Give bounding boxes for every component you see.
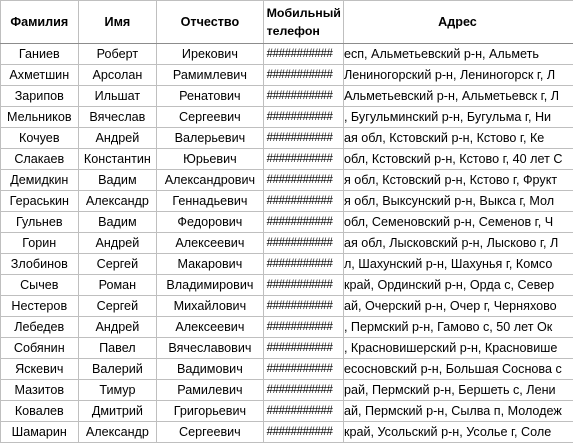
cell-surname[interactable]: Ахметшин bbox=[1, 65, 79, 86]
cell-phone[interactable]: ########### bbox=[263, 296, 343, 317]
cell-name[interactable]: Вадим bbox=[78, 170, 157, 191]
cell-patronymic[interactable]: Григорьевич bbox=[157, 401, 263, 422]
cell-address[interactable] bbox=[343, 212, 573, 233]
cell-address[interactable] bbox=[343, 275, 573, 296]
table-row bbox=[1, 275, 573, 296]
table-row bbox=[1, 65, 573, 86]
cell-address[interactable] bbox=[343, 296, 573, 317]
cell-surname[interactable]: Гульнев bbox=[1, 212, 79, 233]
address-text: ай, Очерский р-н, Очер г, Черняхово bbox=[344, 299, 557, 313]
cell-name[interactable]: Андрей bbox=[78, 128, 157, 149]
cell-phone[interactable]: ########### bbox=[263, 212, 343, 233]
cell-patronymic[interactable]: Алексеевич bbox=[157, 233, 263, 254]
table-row bbox=[1, 401, 573, 422]
address-text: я обл, Выксунский р-н, Выкса г, Мол bbox=[344, 194, 554, 208]
cell-address[interactable] bbox=[343, 254, 573, 275]
cell-patronymic[interactable]: Михайлович bbox=[157, 296, 263, 317]
header-surname[interactable]: Фамилия bbox=[1, 1, 79, 44]
address-text: Альметьевский р-н, Альметьевск г, Л bbox=[344, 89, 559, 103]
table-row bbox=[1, 149, 573, 170]
table-row bbox=[1, 254, 573, 275]
header-address[interactable]: Адрес bbox=[343, 1, 573, 44]
table-row bbox=[1, 317, 573, 338]
cell-address[interactable] bbox=[343, 128, 573, 149]
cell-patronymic[interactable]: Алексеевич bbox=[157, 317, 263, 338]
cell-surname[interactable]: Собянин bbox=[1, 338, 79, 359]
address-text: есп, Альметьевский р-н, Альметь bbox=[344, 47, 539, 61]
cell-name[interactable]: Александр bbox=[78, 191, 157, 212]
table-row bbox=[1, 170, 573, 191]
table-row bbox=[1, 191, 573, 212]
cell-surname[interactable]: Яскевич bbox=[1, 359, 79, 380]
table-row bbox=[1, 44, 573, 65]
table-row bbox=[1, 380, 573, 401]
cell-phone[interactable]: ########### bbox=[263, 275, 343, 296]
cell-phone[interactable]: ########### bbox=[263, 317, 343, 338]
cell-phone[interactable]: ########### bbox=[263, 254, 343, 275]
cell-address[interactable] bbox=[343, 170, 573, 191]
header-row bbox=[1, 1, 573, 44]
table-row bbox=[1, 296, 573, 317]
cell-phone[interactable]: ########### bbox=[263, 401, 343, 422]
cell-phone[interactable]: ########### bbox=[263, 233, 343, 254]
address-text: ая обл, Кстовский р-н, Кстово г, Ке bbox=[344, 131, 544, 145]
address-text: Лениногорский р-н, Лениногорск г, Л bbox=[344, 68, 555, 82]
cell-patronymic[interactable]: Александрович bbox=[157, 170, 263, 191]
cell-phone[interactable]: ########### bbox=[263, 422, 343, 443]
address-text: ай, Пермский р-н, Сылва п, Молодеж bbox=[344, 404, 562, 418]
cell-address[interactable] bbox=[343, 338, 573, 359]
cell-surname[interactable]: Ганиев bbox=[1, 44, 79, 65]
cell-surname[interactable]: Лебедев bbox=[1, 317, 79, 338]
header-name[interactable]: Имя bbox=[78, 1, 157, 44]
cell-patronymic[interactable]: Сергеевич bbox=[157, 422, 263, 443]
cell-name[interactable]: Вячеслав bbox=[78, 107, 157, 128]
cell-surname[interactable]: Горин bbox=[1, 233, 79, 254]
cell-name[interactable]: Сергей bbox=[78, 296, 157, 317]
table-row bbox=[1, 86, 573, 107]
cell-surname[interactable]: Мельников bbox=[1, 107, 79, 128]
address-text: , Бугульминский р-н, Бугульма г, Ни bbox=[344, 110, 551, 124]
cell-phone[interactable]: ########### bbox=[263, 107, 343, 128]
cell-phone[interactable]: ########### bbox=[263, 191, 343, 212]
cell-name[interactable]: Арсолан bbox=[78, 65, 157, 86]
address-text: обл, Кстовский р-н, Кстово г, 40 лет С bbox=[344, 152, 563, 166]
address-text: край, Усольский р-н, Усолье г, Соле bbox=[344, 425, 551, 439]
cell-phone[interactable]: ########### bbox=[263, 128, 343, 149]
cell-address[interactable] bbox=[343, 65, 573, 86]
address-text: край, Ординский р-н, Орда с, Север bbox=[344, 278, 554, 292]
cell-patronymic[interactable]: Юрьевич bbox=[157, 149, 263, 170]
cell-patronymic[interactable]: Сергеевич bbox=[157, 107, 263, 128]
cell-phone[interactable]: ########### bbox=[263, 65, 343, 86]
address-text: л, Шахунский р-н, Шахунья г, Комсо bbox=[344, 257, 552, 271]
cell-patronymic[interactable]: Рамимлевич bbox=[157, 65, 263, 86]
cell-surname[interactable]: Ковалев bbox=[1, 401, 79, 422]
cell-patronymic[interactable]: Вячеславович bbox=[157, 338, 263, 359]
cell-patronymic[interactable]: Владимирович bbox=[157, 275, 263, 296]
cell-surname[interactable]: Демидкин bbox=[1, 170, 79, 191]
cell-surname[interactable]: Сычев bbox=[1, 275, 79, 296]
header-phone[interactable]: Мобильный телефон bbox=[263, 1, 343, 44]
cell-patronymic[interactable]: Федорович bbox=[157, 212, 263, 233]
cell-address[interactable] bbox=[343, 359, 573, 380]
cell-address[interactable] bbox=[343, 86, 573, 107]
cell-name[interactable]: Константин bbox=[78, 149, 157, 170]
cell-name[interactable]: Андрей bbox=[78, 233, 157, 254]
cell-surname[interactable]: Мазитов bbox=[1, 380, 79, 401]
cell-surname[interactable]: Слакаев bbox=[1, 149, 79, 170]
cell-name[interactable]: Вадим bbox=[78, 212, 157, 233]
table-row bbox=[1, 107, 573, 128]
cell-phone[interactable]: ########### bbox=[263, 170, 343, 191]
cell-address[interactable] bbox=[343, 233, 573, 254]
cell-name[interactable]: Роберт bbox=[78, 44, 157, 65]
address-text: обл, Семеновский р-н, Семенов г, Ч bbox=[344, 215, 553, 229]
cell-address[interactable] bbox=[343, 44, 573, 65]
address-text: рай, Пермский р-н, Бершеть с, Лени bbox=[344, 383, 556, 397]
cell-surname[interactable]: Кочуев bbox=[1, 128, 79, 149]
table-row bbox=[1, 128, 573, 149]
table-row bbox=[1, 233, 573, 254]
cell-address[interactable] bbox=[343, 401, 573, 422]
cell-phone[interactable]: ########### bbox=[263, 380, 343, 401]
cell-name[interactable]: Валерий bbox=[78, 359, 157, 380]
cell-address[interactable] bbox=[343, 380, 573, 401]
header-patronymic[interactable]: Отчество bbox=[157, 1, 263, 44]
cell-patronymic[interactable]: Макарович bbox=[157, 254, 263, 275]
cell-phone[interactable]: ########### bbox=[263, 86, 343, 107]
table-row bbox=[1, 338, 573, 359]
cell-patronymic[interactable]: Ренатович bbox=[157, 86, 263, 107]
address-text: есосновский р-н, Большая Соснова с bbox=[344, 362, 562, 376]
address-text: ая обл, Лысковский р-н, Лысково г, Л bbox=[344, 236, 558, 250]
cell-surname[interactable]: Злобинов bbox=[1, 254, 79, 275]
cell-name[interactable]: Павел bbox=[78, 338, 157, 359]
cell-phone[interactable]: ########### bbox=[263, 149, 343, 170]
cell-surname[interactable]: Гераськин bbox=[1, 191, 79, 212]
cell-patronymic[interactable]: Валерьевич bbox=[157, 128, 263, 149]
cell-surname[interactable]: Нестеров bbox=[1, 296, 79, 317]
cell-name[interactable]: Роман bbox=[78, 275, 157, 296]
cell-address[interactable] bbox=[343, 149, 573, 170]
cell-patronymic[interactable]: Вадимович bbox=[157, 359, 263, 380]
cell-name[interactable]: Александр bbox=[78, 422, 157, 443]
address-text: я обл, Кстовский р-н, Кстово г, Фрукт bbox=[344, 173, 557, 187]
cell-name[interactable]: Сергей bbox=[78, 254, 157, 275]
cell-name[interactable]: Дмитрий bbox=[78, 401, 157, 422]
cell-patronymic[interactable]: Рамилевич bbox=[157, 380, 263, 401]
table-row bbox=[1, 359, 573, 380]
address-text: , Пермский р-н, Гамово с, 50 лет Ок bbox=[344, 320, 552, 334]
cell-phone[interactable]: ########### bbox=[263, 359, 343, 380]
cell-name[interactable]: Андрей bbox=[78, 317, 157, 338]
cell-name[interactable]: Ильшат bbox=[78, 86, 157, 107]
cell-address[interactable] bbox=[343, 107, 573, 128]
address-text: , Красновишерский р-н, Красновише bbox=[344, 341, 557, 355]
cell-phone[interactable]: ########### bbox=[263, 338, 343, 359]
cell-surname[interactable]: Шамарин bbox=[1, 422, 79, 443]
cell-patronymic[interactable]: Геннадьевич bbox=[157, 191, 263, 212]
cell-patronymic[interactable]: Ирекович bbox=[157, 44, 263, 65]
cell-phone[interactable]: ########### bbox=[263, 44, 343, 65]
table-row bbox=[1, 212, 573, 233]
cell-address[interactable] bbox=[343, 317, 573, 338]
cell-address[interactable] bbox=[343, 191, 573, 212]
cell-name[interactable]: Тимур bbox=[78, 380, 157, 401]
cell-surname[interactable]: Зарипов bbox=[1, 86, 79, 107]
